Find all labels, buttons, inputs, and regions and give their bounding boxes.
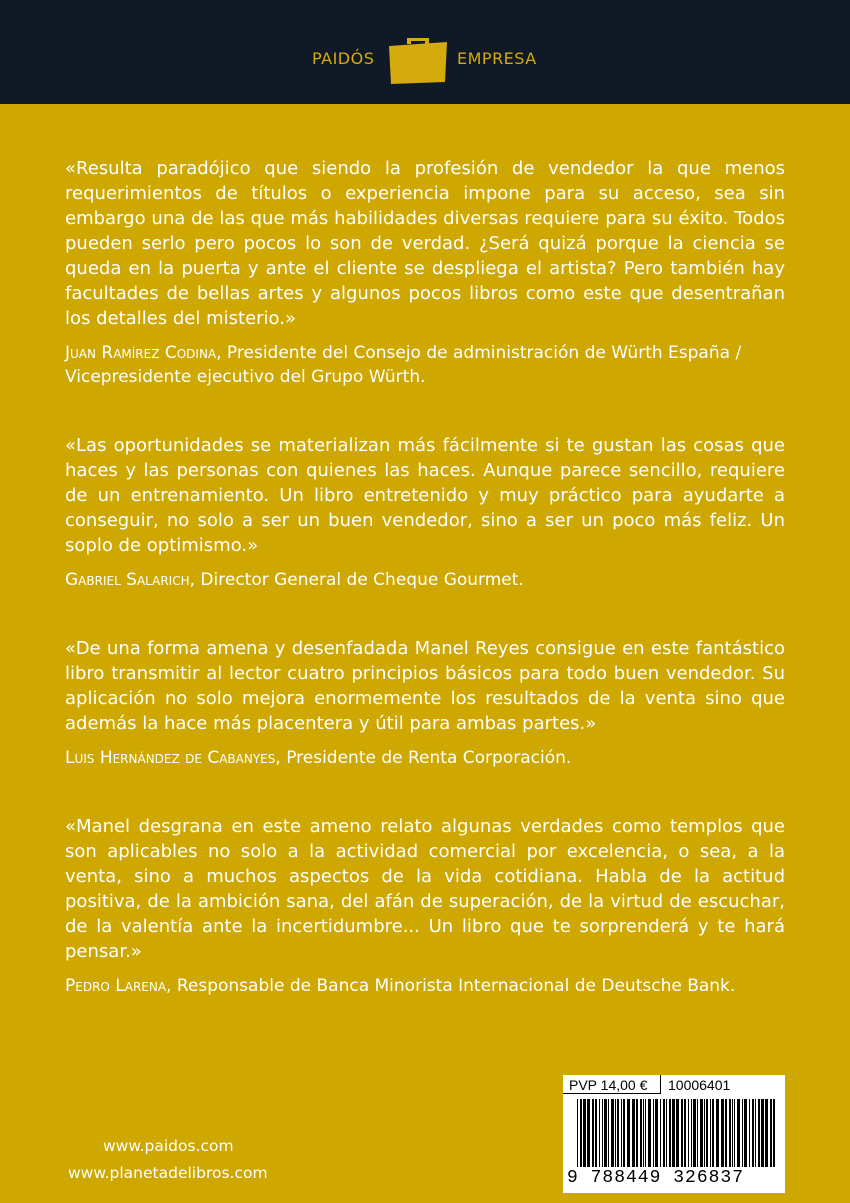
url-planetadelibros[interactable]: www.planetadelibros.com [68,1164,268,1182]
barcode-bar [643,1099,644,1177]
barcode-bar [704,1099,705,1177]
url-paidos[interactable]: www.paidos.com [103,1137,234,1155]
barcode-bar [706,1099,708,1177]
barcode-bar [758,1099,760,1177]
barcode-bar [672,1099,675,1177]
briefcase-icon [385,32,451,86]
author-role: , Responsable de Banca Minorista Internacional de Deutsche Bank. [166,976,736,996]
barcode-bar [681,1099,683,1177]
brand-name-left: PAIDÓS [312,49,375,68]
barcode-bar [632,1099,635,1177]
author-name: Juan Ramírez Codina [65,343,217,363]
barcode-bar [648,1099,651,1177]
barcode-bar [770,1099,772,1177]
barcode-bar [587,1099,590,1177]
author-name: Pedro Larena [65,976,167,996]
barcode-bar [617,1099,619,1177]
price-value: 14,00 € [600,1077,648,1093]
barcode-bar [684,1099,686,1177]
barcode-bar [645,1099,646,1177]
barcode-bar [592,1099,594,1177]
author-name: Gabriel Salarich [65,570,190,590]
barcode-bar [660,1099,661,1177]
barcode-bar [627,1099,630,1177]
price-cell [563,1075,661,1094]
barcode-bar [721,1099,724,1177]
barcode-bar [716,1099,719,1177]
barcode-bar [697,1099,698,1177]
barcode-bar [669,1099,671,1177]
barcode-bar [623,1099,625,1177]
barcode-bar [700,1099,703,1177]
barcode-panel [563,1075,785,1193]
author-role: , Presidente de Renta Corporación. [275,748,572,768]
barcode-bar [691,1099,692,1177]
barcode-bar [742,1099,743,1177]
barcode-bar [663,1099,665,1177]
blurb-2 [65,433,785,592]
product-code: 10006401 [668,1077,731,1093]
barcode-bars [577,1099,777,1177]
barcode-bar [604,1099,607,1177]
barcode-bar [676,1099,679,1177]
publisher-header [0,0,850,104]
barcode-bar [710,1099,711,1177]
brand-name-right: EMPRESA [457,49,537,68]
barcode-bar [580,1099,582,1177]
barcode-bar [611,1099,614,1177]
barcode-bar [744,1099,747,1177]
isbn-digits: 9 788449 326837 [567,1167,781,1189]
barcode-bar [752,1099,754,1177]
blurb-author [65,974,785,998]
barcode-bar [602,1099,603,1177]
barcode-bar [725,1099,727,1177]
barcode-bar [712,1099,714,1177]
barcode-bar [577,1099,578,1177]
barcode-bar [655,1099,658,1177]
barcode-bar [761,1099,764,1177]
pvp-label: PVP [569,1077,597,1093]
price-row [563,1075,785,1095]
publisher-urls [68,1133,268,1187]
barcode-bar [773,1099,775,1177]
blurb-3 [65,636,785,770]
barcode-bar [595,1099,597,1177]
barcode-bar [621,1099,622,1177]
blurb-author [65,568,785,592]
barcode-bar [755,1099,756,1177]
barcode-bar [608,1099,609,1177]
barcode-bar [749,1099,750,1177]
barcode-bar [734,1099,735,1177]
blurb-4 [65,814,785,998]
blurb-quote: «Las oportunidades se materializan más fácilmente si te gustan las cosas que haces y las personas con quienes las haces. Aunque parece sencillo, requiere de un entrenamiento. Un libro entretenido y muy práctico para ayudarte a conseguir, no solo a ser un buen vendedor, sino a ser un poco más feliz. Un soplo de optimismo.» [65,435,785,556]
blurb-author [65,746,785,770]
blurb-author [65,341,785,389]
barcode-bar [653,1099,654,1177]
barcode-bar [729,1099,731,1177]
barcode-bar [599,1099,600,1177]
blurb-quote: «De una forma amena y desenfadada Manel Reyes consigue en este fantástico libro transmitir al lector cuatro principios básicos para todo buen vendedor. Su aplicación no solo mejora enormemente los resultados de la venta sino que además la hace más placentera y útil para ambas partes.» [65,638,785,734]
barcode-bar [666,1099,667,1177]
blurbs-section [65,156,785,1042]
author-role: , Director General de Cheque Gourmet. [189,570,524,590]
barcode-bar [636,1099,638,1177]
barcode-bar [688,1099,689,1177]
blurb-quote: «Manel desgrana en este ameno relato algunas verdades como templos que son aplicables no solo a la actividad comercial por excelencia, o sea, a la venta, sino a muchos aspectos de la vida cotidiana. Habla de la actitud positiva, de la ambición sana, del afán de superación, de la virtud de escuchar, de la valentía ante la incertidumbre... Un libro que te sorprenderá y te hará pensar.» [65,816,785,962]
barcode-bar [732,1099,733,1177]
blurb-1 [65,156,785,389]
barcode-bar [765,1099,768,1177]
blurb-quote: «Resulta paradójico que siendo la profesión de vendedor la que menos requerimientos de títulos o experiencia impone para su acceso, sea sin embargo una de las que más habilidades diversas requiere para su éxito. Todos pueden serlo pero pocos lo son de verdad. ¿Será quizá porque la ciencia se queda en la puerta y ante el cliente se despliega el artista? Pero también hay facultades de bellas artes y algunos pocos libros como este que desentrañan los detalles del misterio.» [65,158,785,329]
barcode-bar [583,1099,586,1177]
barcode-bar [615,1099,616,1177]
barcode-bar [640,1099,642,1177]
barcode-bar [693,1099,696,1177]
author-name: Luis Hernández de Cabanyes [65,748,276,768]
author-role: , Presidente del Consejo de administración de Würth España / Vicepresidente ejecutivo del Grupo Würth. [65,343,742,387]
barcode-bar [737,1099,740,1177]
